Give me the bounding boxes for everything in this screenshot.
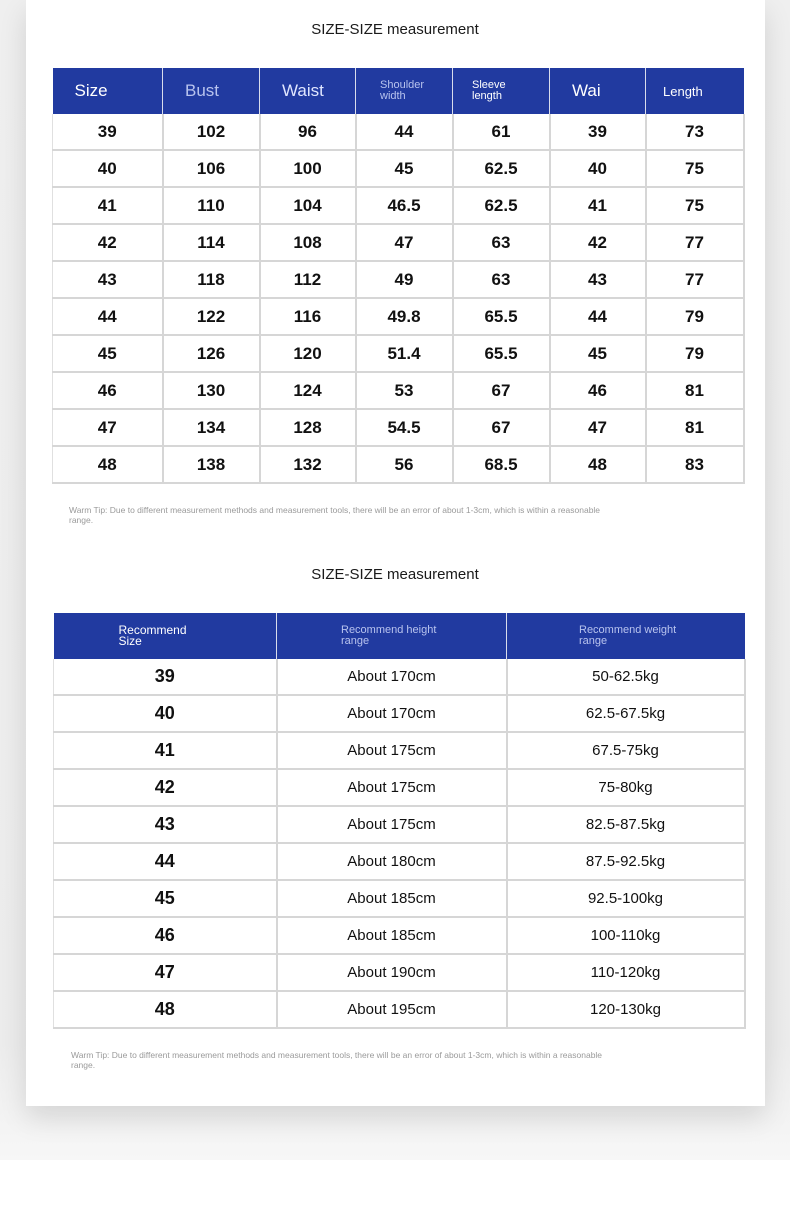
table-cell: 65.5 (453, 335, 550, 372)
table-cell: 48 (54, 991, 277, 1028)
table-cell: 54.5 (356, 409, 453, 446)
table-cell: 42 (53, 224, 163, 261)
table-cell: 40 (54, 695, 277, 732)
table-cell: 87.5-92.5kg (507, 843, 745, 880)
table-cell: 128 (260, 409, 356, 446)
table-cell: 48 (53, 446, 163, 483)
header-recommend-height (277, 613, 507, 659)
warm-tip-line1: Warm Tip: Due to different measurement methods and measurement tools, there will be an error of about 1-3cm, which is within a reasonable (71, 1050, 603, 1060)
header-recommend-weight (507, 613, 745, 659)
table-row (54, 991, 745, 1028)
table-cell: 68.5 (453, 446, 550, 483)
table-row (53, 224, 744, 261)
table-cell: 41 (53, 187, 163, 224)
recommend-title: SIZE-SIZE measurement (311, 566, 479, 583)
table-cell: About 175cm (277, 806, 507, 843)
header-shoulder-line2: width (380, 90, 406, 102)
header-size: Size (53, 68, 163, 114)
table-row (53, 446, 744, 483)
table-cell: 46 (54, 917, 277, 954)
table-cell: 77 (646, 224, 744, 261)
table-cell: 44 (53, 298, 163, 335)
table-cell: About 180cm (277, 843, 507, 880)
table-row (53, 409, 744, 446)
table-row (54, 732, 745, 769)
table-cell: 43 (550, 261, 646, 298)
table-cell: 75 (646, 150, 744, 187)
table-cell: 82.5-87.5kg (507, 806, 745, 843)
table-cell: 47 (356, 224, 453, 261)
table-cell: 48 (550, 446, 646, 483)
table-cell: 62.5-67.5kg (507, 695, 745, 732)
table-cell: 40 (53, 150, 163, 187)
table-cell: 132 (260, 446, 356, 483)
table-cell: 61 (453, 114, 550, 150)
measurement-table (52, 68, 745, 484)
warm-tip (71, 1050, 751, 1070)
table-row (53, 187, 744, 224)
table-row (54, 954, 745, 991)
table-cell: About 170cm (277, 695, 507, 732)
table-cell: 120-130kg (507, 991, 745, 1028)
table-cell: 53 (356, 372, 453, 409)
header-height-line1: Recommend height (341, 624, 437, 636)
table-cell: 46.5 (356, 187, 453, 224)
table-cell: About 175cm (277, 732, 507, 769)
table-cell: 56 (356, 446, 453, 483)
table-cell: 77 (646, 261, 744, 298)
table-cell: 92.5-100kg (507, 880, 745, 917)
table-cell: 63 (453, 261, 550, 298)
table-cell: 83 (646, 446, 744, 483)
warm-tip (69, 505, 749, 525)
table-cell: 96 (260, 114, 356, 150)
table-cell: 47 (53, 409, 163, 446)
table-cell: 42 (54, 769, 277, 806)
table-cell: 39 (54, 659, 277, 695)
header-recommend-size-line2: Size (118, 634, 142, 648)
warm-tip-line2: range. (69, 515, 94, 525)
table-cell: 45 (356, 150, 453, 187)
table-cell: 42 (550, 224, 646, 261)
table-cell: 46 (53, 372, 163, 409)
table-cell: 43 (53, 261, 163, 298)
header-height-line2: range (341, 635, 370, 647)
header-waist: Waist (260, 68, 356, 114)
table-cell: About 195cm (277, 991, 507, 1028)
table-row (54, 659, 745, 695)
table-cell: 41 (54, 732, 277, 769)
header-sleeve-line2: length (472, 90, 502, 102)
table-cell: 120 (260, 335, 356, 372)
table-cell: 65.5 (453, 298, 550, 335)
table-row (54, 806, 745, 843)
table-cell: 118 (163, 261, 260, 298)
table-cell: 41 (550, 187, 646, 224)
table-row (54, 769, 745, 806)
table-cell: 130 (163, 372, 260, 409)
table-cell: 79 (646, 335, 744, 372)
table-cell: 102 (163, 114, 260, 150)
table-cell: 100-110kg (507, 917, 745, 954)
table-cell: 49.8 (356, 298, 453, 335)
table-cell: 63 (453, 224, 550, 261)
table-cell: About 185cm (277, 880, 507, 917)
table-cell: 110 (163, 187, 260, 224)
header-sleeve-line1: Sleeve (472, 79, 506, 91)
table-cell: 47 (54, 954, 277, 991)
table-cell: 114 (163, 224, 260, 261)
table-cell: 46 (550, 372, 646, 409)
table-cell: 116 (260, 298, 356, 335)
header-length: Length (646, 68, 744, 114)
header-recommend-size (54, 613, 277, 659)
table-cell: 100 (260, 150, 356, 187)
table-cell: 45 (550, 335, 646, 372)
table-row (53, 372, 744, 409)
table-cell: 73 (646, 114, 744, 150)
table-row (53, 114, 744, 150)
table-cell: 39 (53, 114, 163, 150)
table-row (54, 695, 745, 732)
table-row (53, 261, 744, 298)
table-cell: 75 (646, 187, 744, 224)
header-weight-line1: Recommend weight (579, 624, 677, 636)
table-cell: 50-62.5kg (507, 659, 745, 695)
header-sleeve-length (453, 68, 550, 114)
table-cell: 47 (550, 409, 646, 446)
table-cell: 124 (260, 372, 356, 409)
table-cell: 44 (54, 843, 277, 880)
table-header-row (53, 68, 744, 114)
table-cell: 104 (260, 187, 356, 224)
header-shoulder-line1: Shoulder (380, 79, 425, 91)
table-row (53, 335, 744, 372)
warm-tip-line1: Warm Tip: Due to different measurement methods and measurement tools, there will be an error of about 1-3cm, which is within a reasonable (69, 505, 601, 515)
table-row (53, 298, 744, 335)
table-cell: 62.5 (453, 187, 550, 224)
table-cell: 39 (550, 114, 646, 150)
table-cell: 67 (453, 372, 550, 409)
table-cell: 49 (356, 261, 453, 298)
header-bust: Bust (163, 68, 260, 114)
table-cell: 45 (54, 880, 277, 917)
table-row (53, 150, 744, 187)
table-row (54, 843, 745, 880)
table-cell: About 175cm (277, 769, 507, 806)
header-weight-line2: range (579, 635, 608, 647)
table-cell: 106 (163, 150, 260, 187)
table-header-row (54, 613, 745, 659)
table-cell: 44 (550, 298, 646, 335)
header-shoulder-width (356, 68, 453, 114)
measurement-title: SIZE-SIZE measurement (311, 21, 479, 38)
table-cell: 81 (646, 409, 744, 446)
table-cell: 67 (453, 409, 550, 446)
table-cell: 44 (356, 114, 453, 150)
table-cell: 134 (163, 409, 260, 446)
table-cell: 112 (260, 261, 356, 298)
table-cell: 110-120kg (507, 954, 745, 991)
warm-tip-line2: range. (71, 1060, 96, 1070)
table-cell: 45 (53, 335, 163, 372)
header-recommend-size-line1: Recommend (118, 623, 187, 637)
table-cell: 67.5-75kg (507, 732, 745, 769)
table-cell: About 170cm (277, 659, 507, 695)
table-cell: About 185cm (277, 917, 507, 954)
table-cell: 108 (260, 224, 356, 261)
table-cell: 138 (163, 446, 260, 483)
table-row (54, 880, 745, 917)
recommend-table (53, 613, 746, 1029)
header-wai: Wai (550, 68, 646, 114)
table-row (54, 917, 745, 954)
table-cell: 51.4 (356, 335, 453, 372)
table-cell: 81 (646, 372, 744, 409)
table-cell: 75-80kg (507, 769, 745, 806)
table-cell: 43 (54, 806, 277, 843)
table-cell: 79 (646, 298, 744, 335)
table-cell: 40 (550, 150, 646, 187)
table-cell: 62.5 (453, 150, 550, 187)
table-cell: 122 (163, 298, 260, 335)
table-cell: About 190cm (277, 954, 507, 991)
table-cell: 126 (163, 335, 260, 372)
